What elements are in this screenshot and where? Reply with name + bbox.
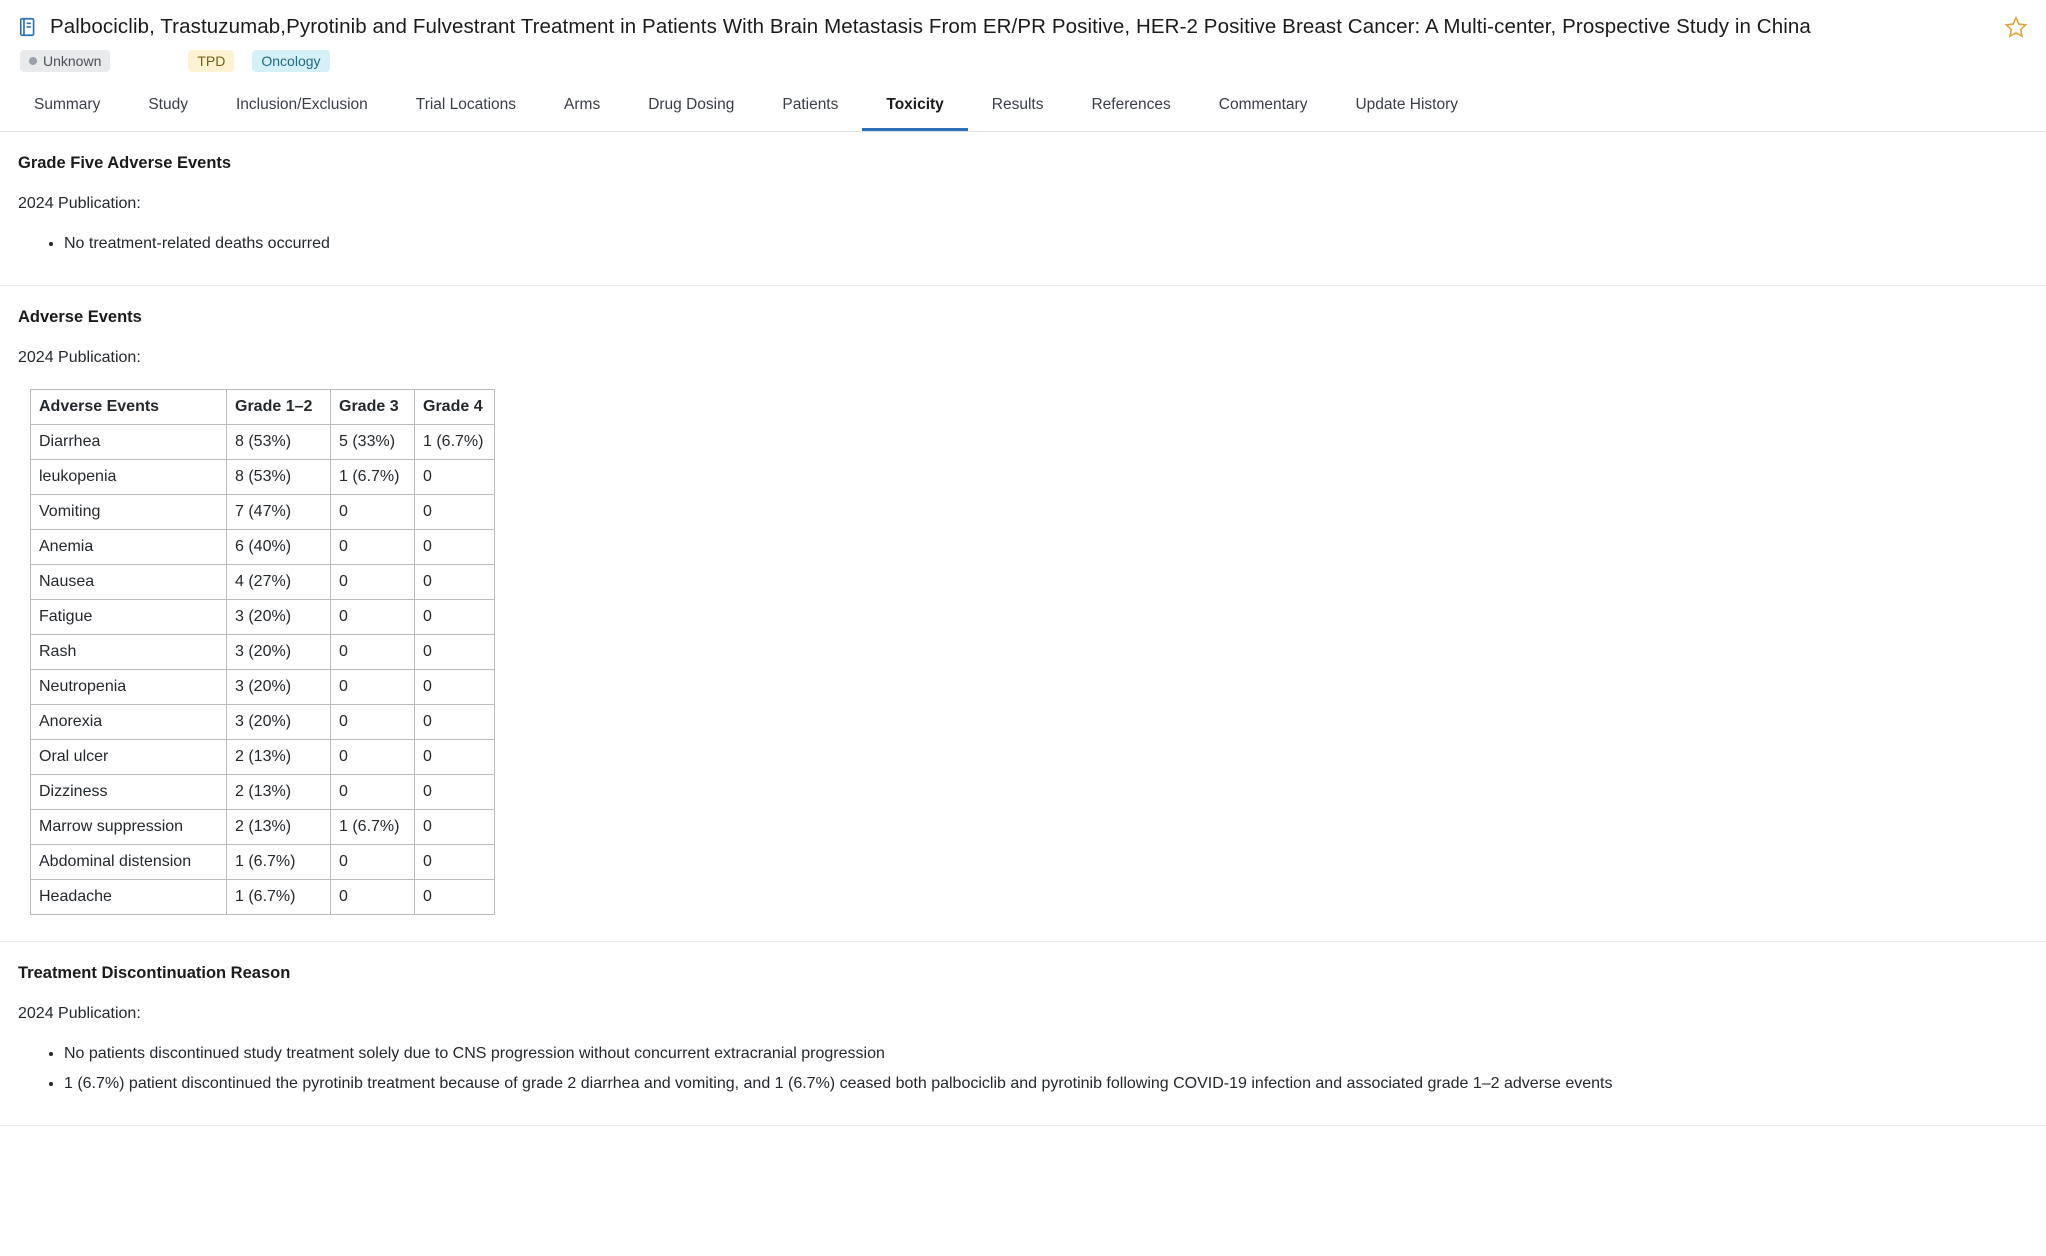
cell-grade-1-2: 8 (53%) (227, 425, 331, 460)
cell-grade-4: 0 (415, 845, 495, 880)
cell-grade-4: 0 (415, 775, 495, 810)
table-row (31, 565, 495, 600)
cell-grade-4: 1 (6.7%) (415, 425, 495, 460)
cell-event-name: Marrow suppression (31, 810, 227, 845)
cell-grade-3: 1 (6.7%) (331, 460, 415, 495)
bullet-list (18, 229, 2028, 259)
cell-event-name: Anorexia (31, 705, 227, 740)
tag-oncology-label: Oncology (261, 53, 321, 69)
section-title: Grade Five Adverse Events (18, 154, 232, 172)
table-header-row (31, 390, 495, 425)
cell-grade-3: 1 (6.7%) (331, 810, 415, 845)
cell-event-name: Dizziness (31, 775, 227, 810)
cell-grade-1-2: 3 (20%) (227, 600, 331, 635)
table-row (31, 845, 495, 880)
table-row (31, 460, 495, 495)
tab-arms[interactable]: Arms (564, 96, 601, 113)
cell-grade-3: 0 (331, 845, 415, 880)
cell-grade-3: 0 (331, 705, 415, 740)
table-header (31, 390, 495, 425)
cell-grade-4: 0 (415, 600, 495, 635)
cell-grade-4: 0 (415, 670, 495, 705)
tab-summary[interactable]: Summary (34, 96, 101, 113)
status-dot-icon (29, 57, 37, 65)
tab-commentary[interactable]: Commentary (1218, 96, 1308, 113)
tag-badge-oncology (252, 50, 329, 72)
tab-drug-dosing[interactable]: Drug Dosing (648, 96, 735, 113)
page-title: Palbociclib, Trastuzumab,Pyrotinib and Fulvestrant Treatment in Patients With Brain Metastasis From ER/PR Positive, HER-2 Positive Breast Cancer: A Multi-center, Prospective Study in China (50, 15, 1811, 38)
adverse-events-table (30, 389, 495, 915)
section-grade-five-adverse-events (0, 132, 2046, 286)
tab-study[interactable]: Study (148, 96, 188, 113)
cell-event-name: leukopenia (31, 460, 227, 495)
cell-grade-4: 0 (415, 880, 495, 915)
cell-grade-1-2: 6 (40%) (227, 530, 331, 565)
column-header-grade-1-2: Grade 1–2 (227, 390, 331, 425)
cell-event-name: Anemia (31, 530, 227, 565)
cell-event-name: Fatigue (31, 600, 227, 635)
table-row (31, 670, 495, 705)
table-row (31, 530, 495, 565)
cell-event-name: Vomiting (31, 495, 227, 530)
cell-grade-4: 0 (415, 635, 495, 670)
status-badge-label: Unknown (43, 53, 102, 69)
tab-references[interactable]: References (1091, 96, 1171, 113)
tab-trial-locations[interactable]: Trial Locations (415, 96, 517, 113)
cell-grade-1-2: 4 (27%) (227, 565, 331, 600)
table-row (31, 775, 495, 810)
cell-grade-3: 0 (331, 495, 415, 530)
tab-results[interactable]: Results (991, 96, 1044, 113)
cell-grade-1-2: 3 (20%) (227, 705, 331, 740)
cell-grade-1-2: 7 (47%) (227, 495, 331, 530)
cell-grade-3: 0 (331, 775, 415, 810)
cell-grade-3: 0 (331, 880, 415, 915)
section-title: Treatment Discontinuation Reason (18, 964, 291, 982)
section-treatment-discontinuation-reason (0, 942, 2046, 1126)
cell-grade-4: 0 (415, 705, 495, 740)
tag-tpd-label: TPD (197, 53, 226, 69)
table-row (31, 810, 495, 845)
cell-event-name: Headache (31, 880, 227, 915)
bullet-list (18, 1039, 2028, 1099)
cell-grade-4: 0 (415, 460, 495, 495)
table-row (31, 705, 495, 740)
column-header-adverse-events: Adverse Events (31, 390, 227, 425)
list-item: • No treatment-related deaths occurred (64, 229, 2028, 259)
cell-event-name: Rash (31, 635, 227, 670)
column-header-grade-4: Grade 4 (415, 390, 495, 425)
cell-grade-4: 0 (415, 495, 495, 530)
title-row (18, 14, 2028, 40)
cell-grade-1-2: 8 (53%) (227, 460, 331, 495)
table-row (31, 880, 495, 915)
cell-grade-3: 0 (331, 530, 415, 565)
list-item: • No patients discontinued study treatment solely due to CNS progression without concurrent extracranial progression (64, 1039, 2028, 1069)
tab-bar (0, 84, 2046, 132)
column-header-grade-3: Grade 3 (331, 390, 415, 425)
cell-grade-3: 0 (331, 600, 415, 635)
tab-update-history[interactable]: Update History (1355, 96, 1458, 113)
table-row (31, 425, 495, 460)
cell-event-name: Diarrhea (31, 425, 227, 460)
table-row (31, 635, 495, 670)
badge-row (18, 50, 2028, 72)
cell-grade-3: 0 (331, 670, 415, 705)
cell-grade-1-2: 1 (6.7%) (227, 845, 331, 880)
cell-event-name: Abdominal distension (31, 845, 227, 880)
cell-grade-4: 0 (415, 565, 495, 600)
cell-grade-4: 0 (415, 530, 495, 565)
cell-grade-4: 0 (415, 740, 495, 775)
cell-event-name: Neutropenia (31, 670, 227, 705)
document-icon (18, 16, 40, 38)
list-item: • 1 (6.7%) patient discontinued the pyrotinib treatment because of grade 2 diarrhea and vomiting, and 1 (6.7%) ceased both palbociclib and pyrotinib following COVID-19 infection and associated grade 1–2 adverse events (64, 1069, 2028, 1099)
star-icon[interactable] (2004, 15, 2028, 39)
status-badge (20, 50, 110, 72)
cell-grade-4: 0 (415, 810, 495, 845)
publication-label: 2024 Publication: (18, 195, 141, 212)
cell-grade-1-2: 3 (20%) (227, 635, 331, 670)
cell-grade-1-2: 2 (13%) (227, 775, 331, 810)
cell-event-name: Nausea (31, 565, 227, 600)
tab-inclusion-exclusion[interactable]: Inclusion/Exclusion (235, 96, 368, 113)
publication-label: 2024 Publication: (18, 1005, 141, 1022)
cell-grade-3: 5 (33%) (331, 425, 415, 460)
publication-label: 2024 Publication: (18, 349, 141, 366)
tag-badge-tpd (188, 50, 234, 72)
cell-grade-3: 0 (331, 565, 415, 600)
tab-toxicity[interactable]: Toxicity (862, 84, 967, 131)
cell-grade-3: 0 (331, 635, 415, 670)
table-body (31, 425, 495, 915)
section-title: Adverse Events (18, 308, 142, 326)
cell-event-name: Oral ulcer (31, 740, 227, 775)
cell-grade-1-2: 1 (6.7%) (227, 880, 331, 915)
cell-grade-1-2: 3 (20%) (227, 670, 331, 705)
cell-grade-1-2: 2 (13%) (227, 810, 331, 845)
cell-grade-1-2: 2 (13%) (227, 740, 331, 775)
cell-grade-3: 0 (331, 740, 415, 775)
section-adverse-events (0, 286, 2046, 942)
table-row (31, 740, 495, 775)
table-row (31, 495, 495, 530)
tab-patients[interactable]: Patients (782, 96, 839, 113)
page-header (0, 0, 2046, 72)
table-row (31, 600, 495, 635)
